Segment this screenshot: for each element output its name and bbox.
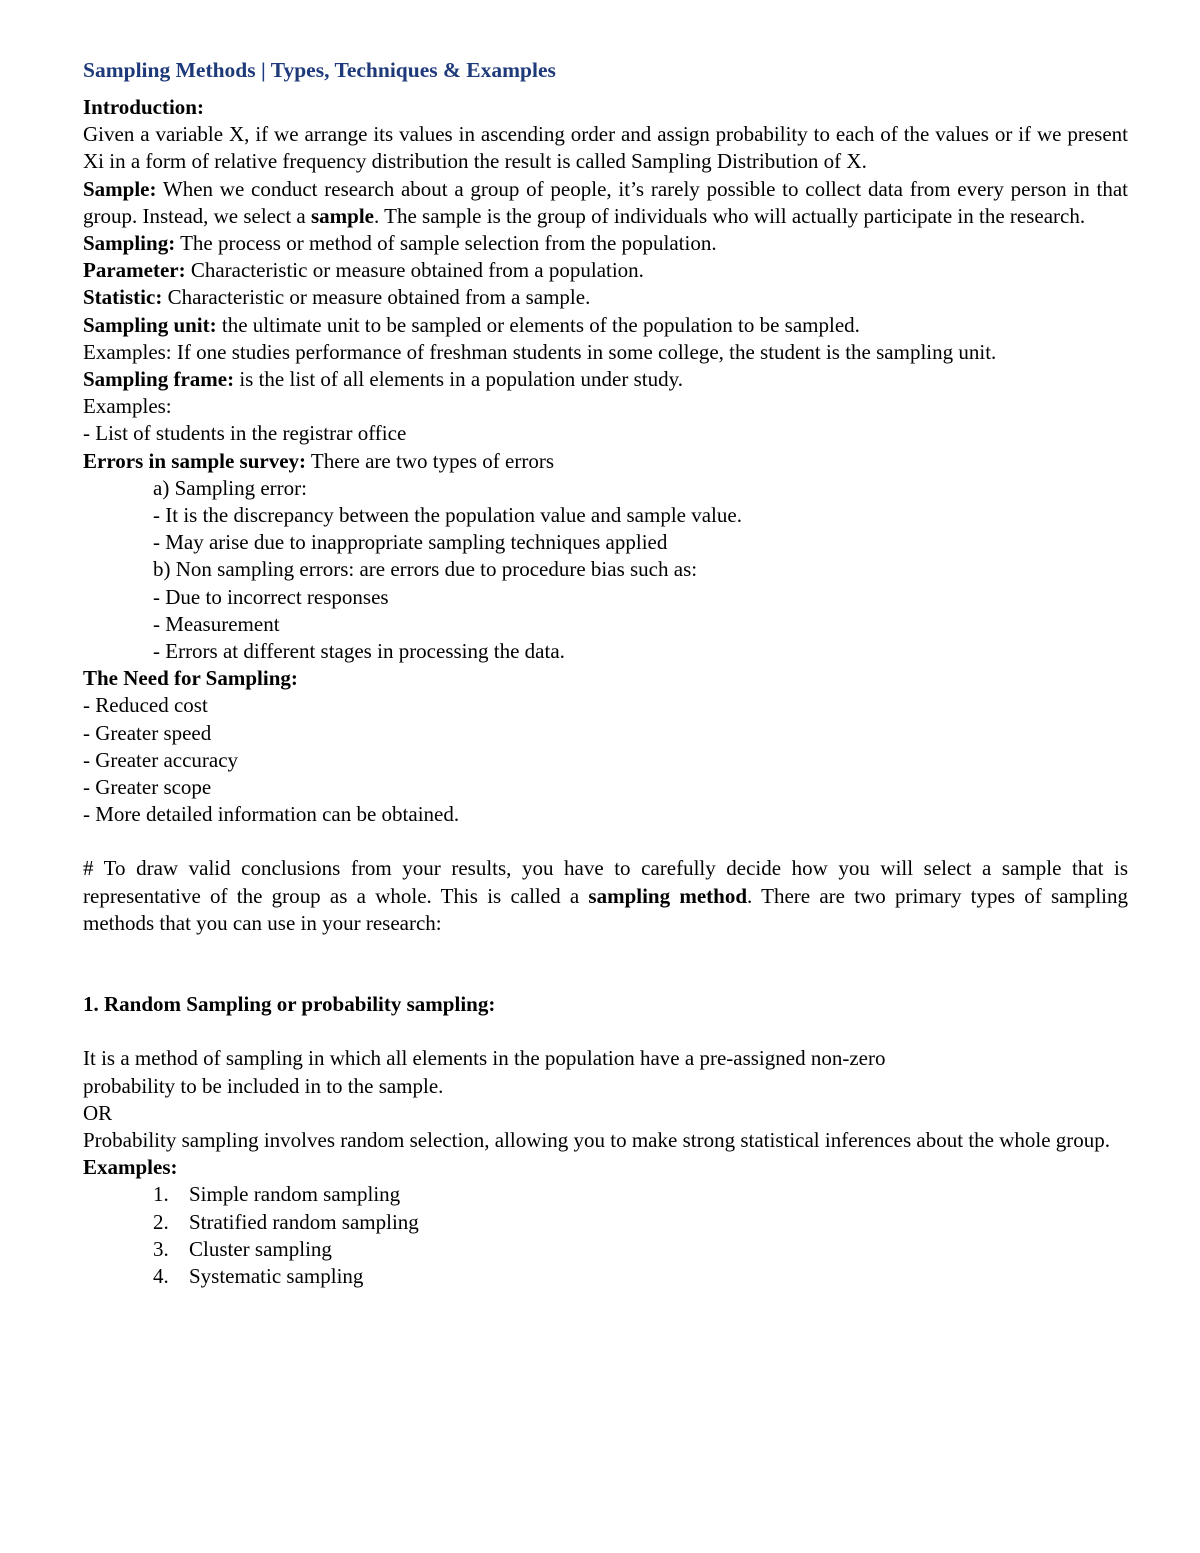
- definition-term: Parameter:: [83, 258, 186, 283]
- random-sampling-or: OR: [83, 1100, 113, 1125]
- error-item: b) Non sampling errors: are errors due to procedure bias such as:: [153, 557, 698, 582]
- sampling-frame-term: Sampling frame:: [83, 367, 235, 392]
- need-item: - Reduced cost: [83, 693, 208, 718]
- definition-sampling-unit: [83, 312, 1128, 339]
- errors-heading-line: [83, 448, 1128, 475]
- definition-text: Characteristic or measure obtained from a population.: [185, 258, 644, 283]
- definition-parameter: [83, 257, 1128, 284]
- error-item: - Due to incorrect responses: [153, 584, 389, 609]
- list-item-number: 3.: [153, 1236, 169, 1261]
- definition-term: Statistic:: [83, 285, 163, 310]
- conclusion-text-a: # To draw valid conclusions from your results, you have to carefully decide how you will select a sample that is representative of the group as a whole. This is called a: [83, 856, 1128, 908]
- list-item-number: 1.: [153, 1182, 169, 1207]
- definition-statistic: [83, 284, 1128, 311]
- sample-text-a: When we conduct research about a group of people, it’s rarely possible to collect data from every person in that group. Instead, we select a: [83, 176, 1128, 228]
- list-item-label: Stratified random sampling: [189, 1209, 419, 1234]
- list-item: [83, 1209, 1128, 1236]
- list-item-label: Systematic sampling: [189, 1263, 364, 1288]
- need-item: - Greater accuracy: [83, 747, 239, 772]
- list-item-number: 4.: [153, 1263, 169, 1288]
- conclusion-text-b: . There are two primary types of sampling methods that you can use in your research:: [83, 883, 1128, 935]
- random-sampling-line-1: It is a method of sampling in which all elements in the population have a pre-assigned non-zero: [83, 1046, 886, 1071]
- sampling-frame-example-item: - List of students in the registrar office: [83, 421, 407, 446]
- sample-bold-word: sample: [311, 203, 374, 228]
- error-item: - Measurement: [153, 611, 280, 636]
- sample-text-b: . The sample is the group of individuals who will actually participate in the research.: [374, 203, 1086, 228]
- random-sampling-alt: Probability sampling involves random selection, allowing you to make strong statistical inferences about the whole group.: [83, 1127, 1111, 1152]
- list-item-number: 2.: [153, 1209, 169, 1234]
- need-item: - More detailed information can be obtained.: [83, 802, 460, 827]
- list-item: [83, 1181, 1128, 1208]
- document-title: Sampling Methods | Types, Techniques & Examples: [83, 58, 556, 82]
- random-examples-label: Examples:: [83, 1155, 178, 1180]
- need-item: - Greater speed: [83, 720, 212, 745]
- error-item: a) Sampling error:: [153, 475, 307, 500]
- list-item: [83, 1263, 1128, 1290]
- sampling-frame-definition: [83, 366, 1128, 393]
- definition-sampling: [83, 230, 1128, 257]
- definition-text: the ultimate unit to be sampled or elements of the population to be sampled.: [216, 312, 860, 337]
- intro-heading: Introduction:: [83, 95, 204, 119]
- sampling-unit-example: Examples: If one studies performance of freshman students in some college, the student is the sampling unit.: [83, 339, 997, 364]
- sample-term: Sample:: [83, 176, 157, 201]
- error-item: - It is the discrepancy between the population value and sample value.: [153, 503, 742, 528]
- list-item: [83, 1236, 1128, 1263]
- sampling-frame-examples-label: Examples:: [83, 394, 172, 419]
- spacer: [83, 1018, 1128, 1045]
- list-item-label: Simple random sampling: [189, 1182, 401, 1207]
- spacer: [83, 828, 1128, 855]
- errors-term: Errors in sample survey:: [83, 448, 307, 473]
- random-examples-list: [83, 1181, 1128, 1290]
- list-item-label: Cluster sampling: [189, 1236, 332, 1261]
- sampling-frame-text: is the list of all elements in a population under study.: [234, 367, 683, 392]
- random-sampling-heading: 1. Random Sampling or probability sampling:: [83, 992, 496, 1017]
- intro-text: Given a variable X, if we arrange its values in ascending order and assign probability to each of the values or if we present Xi in a form of relative frequency distribution the result is called Sampling Distribution of X.: [83, 122, 1128, 174]
- random-sampling-line-2: probability to be included in to the sample.: [83, 1073, 444, 1098]
- definition-text: The process or method of sample selection from the population.: [175, 231, 717, 256]
- error-item: - May arise due to inappropriate sampling techniques applied: [153, 530, 668, 555]
- conclusion-paragraph: [83, 855, 1128, 937]
- need-item: - Greater scope: [83, 775, 212, 800]
- errors-text: There are two types of errors: [306, 448, 555, 473]
- definition-term: Sampling unit:: [83, 312, 217, 337]
- conclusion-bold-word: sampling method: [588, 883, 748, 908]
- error-item: - Errors at different stages in processing the data.: [153, 639, 565, 664]
- document-page: [83, 56, 1128, 1290]
- definition-term: Sampling:: [83, 231, 176, 256]
- spacer: [83, 937, 1128, 991]
- definition-text: Characteristic or measure obtained from a sample.: [162, 285, 591, 310]
- need-heading: The Need for Sampling:: [83, 666, 298, 691]
- sample-paragraph: [83, 176, 1128, 230]
